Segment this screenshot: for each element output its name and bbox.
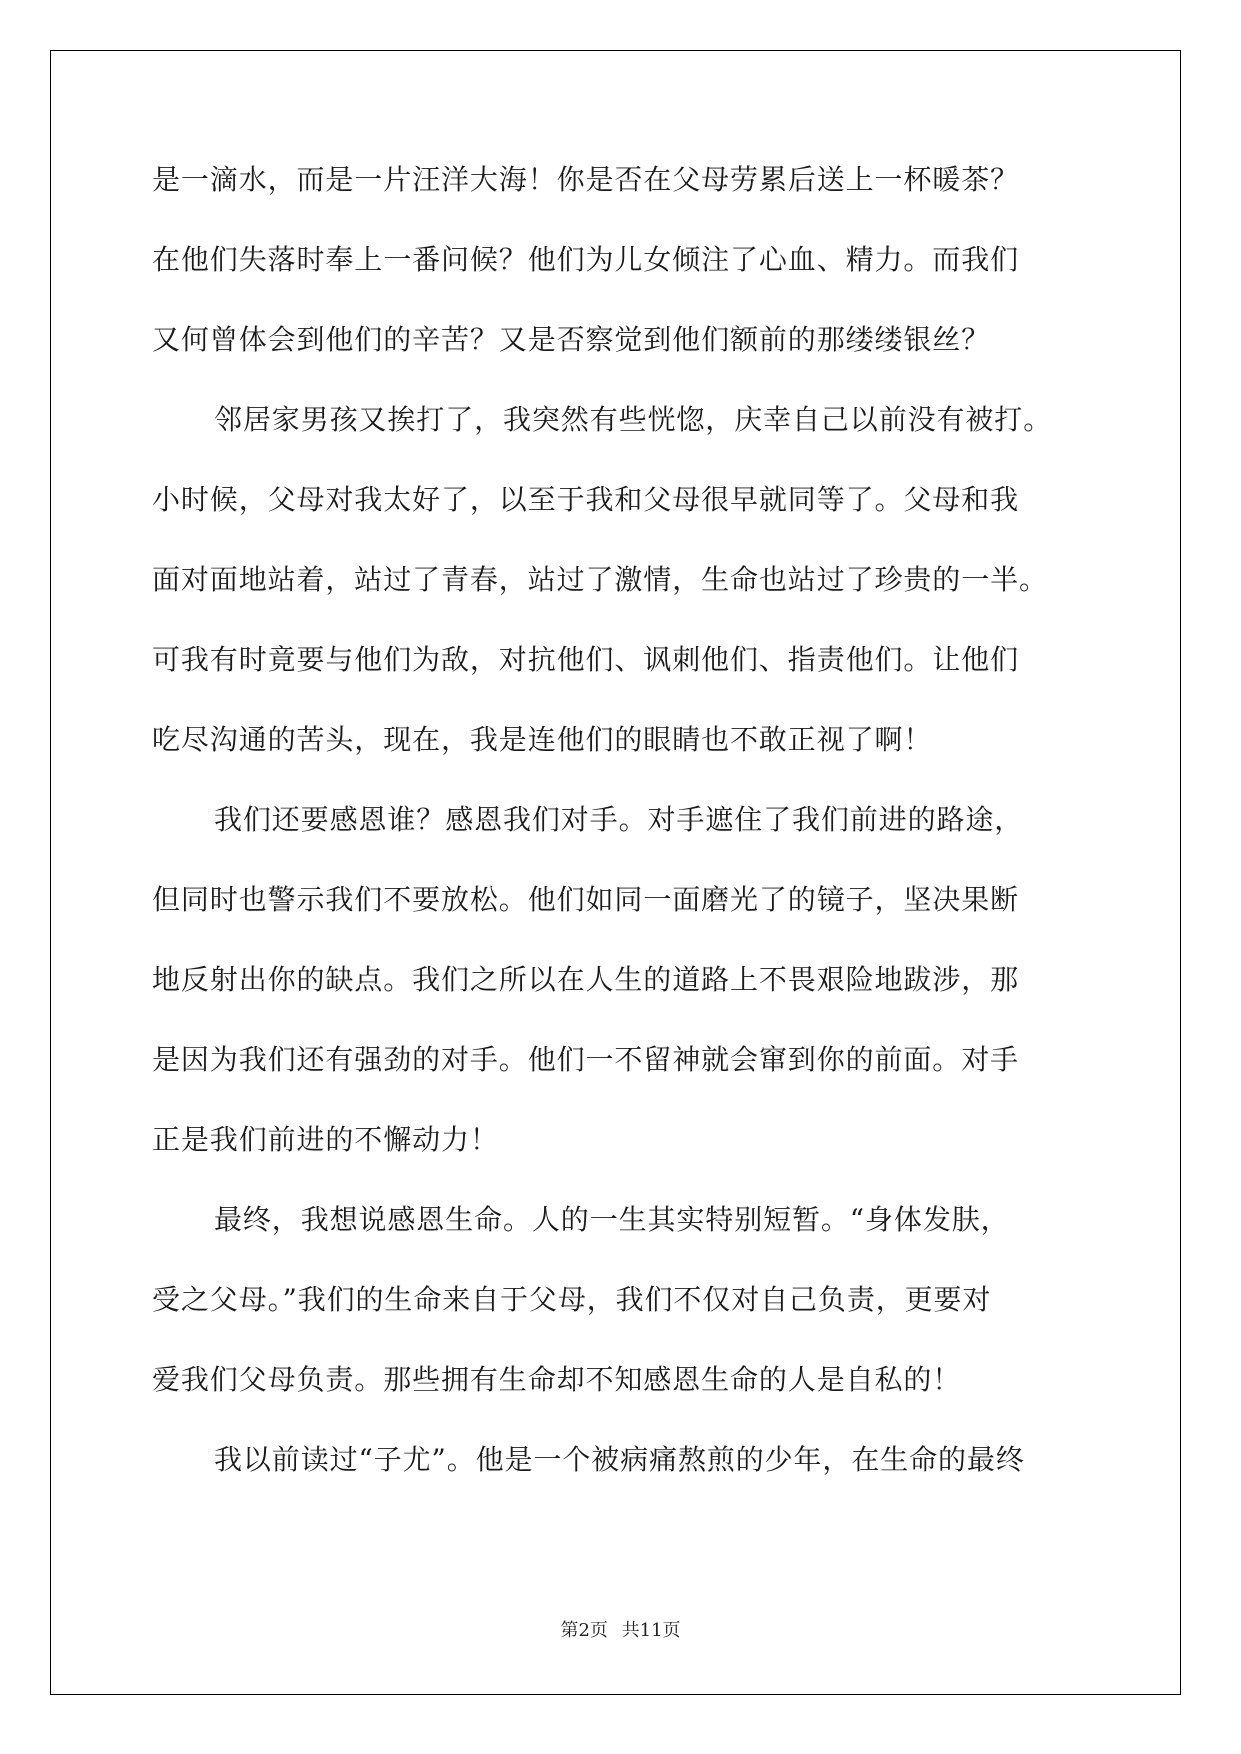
text-line-8: 吃尽沟通的苦头，现在，我是连他们的眼睛也不敢正视了啊！ <box>152 723 933 756</box>
document-body <box>152 160 1092 1520</box>
text-line-5: 小时候，父母对我太好了，以至于我和父母很早就同等了。父母和我 <box>152 483 1020 516</box>
page-total: 共11页 <box>621 1620 681 1641</box>
text-line-17: 我以前读过“子尤”。他是一个被病痛熬煎的少年，在生命的最终 <box>214 1443 1025 1476</box>
text-line-11: 地反射出你的缺点。我们之所以在人生的道路上不畏艰险地跋涉，那 <box>152 963 1020 996</box>
text-line-16: 爱我们父母负责。那些拥有生命却不知感恩生命的人是自私的！ <box>152 1363 962 1396</box>
text-line-7: 可我有时竟要与他们为敌，对抗他们、讽刺他们、指责他们。让他们 <box>152 643 1020 676</box>
page-number: 第2页 <box>560 1620 608 1641</box>
text-line-10: 但同时也警示我们不要放松。他们如同一面磨光了的镜子，坚决果断 <box>152 883 1020 916</box>
text-line-2: 在他们失落时奉上一番问候？他们为儿女倾注了心血、精力。而我们 <box>152 243 1020 276</box>
text-line-3: 又何曾体会到他们的辛苦？又是否察觉到他们额前的那缕缕银丝？ <box>152 323 991 356</box>
text-line-9: 我们还要感恩谁？感恩我们对手。对手遮住了我们前进的路途， <box>214 803 1024 836</box>
text-line-6: 面对面地站着，站过了青春，站过了激情，生命也站过了珍贵的一半。 <box>152 563 1048 596</box>
text-line-1: 是一滴水，而是一片汪洋大海！你是否在父母劳累后送上一杯暖茶？ <box>152 163 1020 196</box>
text-line-14: 最终，我想说感恩生命。人的一生其实特别短暂。“身体发肤， <box>214 1203 1010 1236</box>
text-line-15: 受之父母。”我们的生命来自于父母，我们不仅对自己负责，更要对 <box>152 1283 992 1316</box>
page-footer <box>0 1616 1241 1642</box>
text-line-12: 是因为我们还有强劲的对手。他们一不留神就会窜到你的前面。对手 <box>152 1043 1020 1076</box>
text-line-13: 正是我们前进的不懈动力！ <box>152 1123 499 1156</box>
text-line-4: 邻居家男孩又挨打了，我突然有些恍惚，庆幸自己以前没有被打。 <box>214 403 1053 436</box>
